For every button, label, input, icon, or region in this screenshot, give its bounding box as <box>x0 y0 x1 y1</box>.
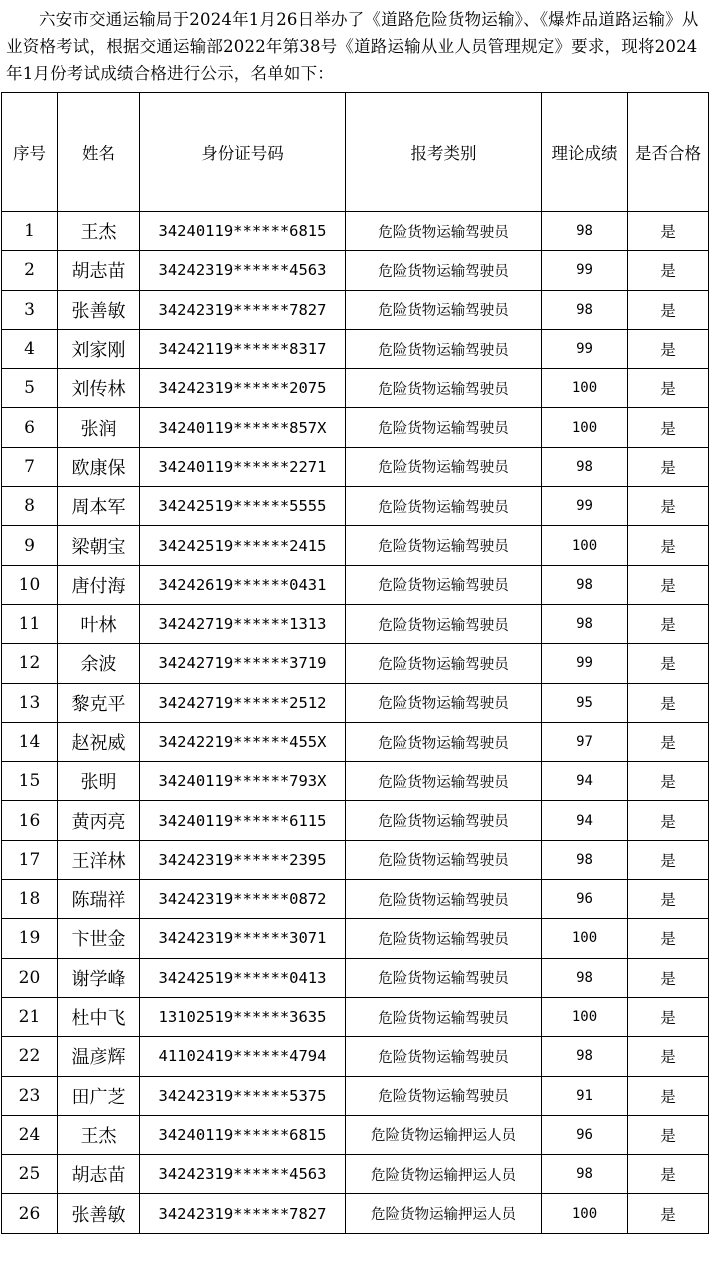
cell-name: 刘家刚 <box>58 329 140 368</box>
table-row <box>2 1037 709 1076</box>
cell-no: 8 <box>2 487 58 526</box>
cell-pass: 是 <box>628 329 709 368</box>
cell-id-number: 13102519******3635 <box>140 997 346 1036</box>
cell-category: 危险货物运输驾驶员 <box>346 919 542 958</box>
cell-no: 25 <box>2 1155 58 1194</box>
cell-name: 张明 <box>58 762 140 801</box>
cell-no: 14 <box>2 722 58 761</box>
cell-id-number: 34242719******2512 <box>140 683 346 722</box>
cell-no: 11 <box>2 604 58 643</box>
cell-no: 9 <box>2 526 58 565</box>
cell-name: 刘传林 <box>58 369 140 408</box>
cell-no: 15 <box>2 762 58 801</box>
cell-score: 100 <box>542 526 628 565</box>
cell-id-number: 34242519******0413 <box>140 958 346 997</box>
cell-pass: 是 <box>628 801 709 840</box>
cell-name: 张润 <box>58 408 140 447</box>
cell-category: 危险货物运输驾驶员 <box>346 1076 542 1115</box>
cell-no: 4 <box>2 329 58 368</box>
table-row <box>2 447 709 486</box>
cell-name: 王洋林 <box>58 840 140 879</box>
table-row <box>2 762 709 801</box>
cell-category: 危险货物运输驾驶员 <box>346 212 542 251</box>
header-pass: 是否合格 <box>628 93 709 212</box>
table-row <box>2 290 709 329</box>
table-row <box>2 604 709 643</box>
cell-name: 周本军 <box>58 487 140 526</box>
cell-no: 5 <box>2 369 58 408</box>
cell-category: 危险货物运输驾驶员 <box>346 644 542 683</box>
cell-category: 危险货物运输驾驶员 <box>346 997 542 1036</box>
table-row <box>2 840 709 879</box>
cell-id-number: 34242319******4563 <box>140 1155 346 1194</box>
cell-name: 欧康保 <box>58 447 140 486</box>
cell-pass: 是 <box>628 919 709 958</box>
cell-pass: 是 <box>628 762 709 801</box>
cell-pass: 是 <box>628 1076 709 1115</box>
cell-no: 17 <box>2 840 58 879</box>
cell-name: 田广芝 <box>58 1076 140 1115</box>
cell-id-number: 34242319******2395 <box>140 840 346 879</box>
cell-pass: 是 <box>628 1037 709 1076</box>
cell-name: 赵祝威 <box>58 722 140 761</box>
cell-score: 98 <box>542 447 628 486</box>
cell-no: 10 <box>2 565 58 604</box>
cell-pass: 是 <box>628 212 709 251</box>
table-row <box>2 1115 709 1154</box>
intro-paragraph: 六安市交通运输局于2024年1月26日举办了《道路危险货物运输》、《爆炸品道路运输》从业资格考试，根据交通运输部2022年第38号《道路运输从业人员管理规定》要求，现将2024年1月份考试成绩合格进行公示，名单如下： <box>6 10 699 83</box>
cell-id-number: 34240119******6815 <box>140 1115 346 1154</box>
results-table <box>1 92 709 1234</box>
cell-pass: 是 <box>628 604 709 643</box>
cell-pass: 是 <box>628 408 709 447</box>
table-row <box>2 997 709 1036</box>
header-id: 身份证号码 <box>140 93 346 212</box>
header-category: 报考类别 <box>346 93 542 212</box>
table-row <box>2 251 709 290</box>
cell-pass: 是 <box>628 1194 709 1233</box>
cell-category: 危险货物运输驾驶员 <box>346 565 542 604</box>
cell-category: 危险货物运输驾驶员 <box>346 251 542 290</box>
cell-no: 12 <box>2 644 58 683</box>
cell-no: 1 <box>2 212 58 251</box>
cell-no: 2 <box>2 251 58 290</box>
cell-no: 23 <box>2 1076 58 1115</box>
table-row <box>2 565 709 604</box>
cell-name: 黄丙亮 <box>58 801 140 840</box>
cell-category: 危险货物运输驾驶员 <box>346 1037 542 1076</box>
cell-no: 21 <box>2 997 58 1036</box>
cell-category: 危险货物运输驾驶员 <box>346 447 542 486</box>
cell-name: 陈瑞祥 <box>58 880 140 919</box>
cell-category: 危险货物运输驾驶员 <box>346 290 542 329</box>
cell-id-number: 34242719******3719 <box>140 644 346 683</box>
cell-id-number: 34242319******2075 <box>140 369 346 408</box>
cell-score: 98 <box>542 1037 628 1076</box>
table-row <box>2 526 709 565</box>
cell-id-number: 34242519******5555 <box>140 487 346 526</box>
cell-pass: 是 <box>628 565 709 604</box>
cell-id-number: 34242319******3071 <box>140 919 346 958</box>
cell-score: 98 <box>542 958 628 997</box>
header-score: 理论成绩 <box>542 93 628 212</box>
cell-id-number: 34242319******4563 <box>140 251 346 290</box>
cell-category: 危险货物运输驾驶员 <box>346 722 542 761</box>
cell-category: 危险货物运输驾驶员 <box>346 683 542 722</box>
cell-name: 杜中飞 <box>58 997 140 1036</box>
cell-id-number: 34242519******2415 <box>140 526 346 565</box>
cell-pass: 是 <box>628 526 709 565</box>
cell-category: 危险货物运输押运人员 <box>346 1155 542 1194</box>
cell-category: 危险货物运输押运人员 <box>346 1115 542 1154</box>
cell-id-number: 34242319******7827 <box>140 1194 346 1233</box>
table-row <box>2 683 709 722</box>
cell-category: 危险货物运输驾驶员 <box>346 762 542 801</box>
cell-no: 26 <box>2 1194 58 1233</box>
cell-score: 98 <box>542 840 628 879</box>
cell-score: 98 <box>542 1155 628 1194</box>
cell-score: 95 <box>542 683 628 722</box>
cell-name: 黎克平 <box>58 683 140 722</box>
cell-name: 梁朝宝 <box>58 526 140 565</box>
cell-id-number: 34240119******6815 <box>140 212 346 251</box>
cell-category: 危险货物运输驾驶员 <box>346 840 542 879</box>
table-row <box>2 1155 709 1194</box>
cell-name: 胡志苗 <box>58 1155 140 1194</box>
cell-pass: 是 <box>628 722 709 761</box>
cell-pass: 是 <box>628 880 709 919</box>
cell-category: 危险货物运输驾驶员 <box>346 487 542 526</box>
cell-no: 6 <box>2 408 58 447</box>
cell-score: 99 <box>542 487 628 526</box>
cell-id-number: 34242119******8317 <box>140 329 346 368</box>
cell-name: 温彦辉 <box>58 1037 140 1076</box>
cell-category: 危险货物运输驾驶员 <box>346 329 542 368</box>
header-no: 序号 <box>2 93 58 212</box>
cell-score: 100 <box>542 369 628 408</box>
cell-pass: 是 <box>628 958 709 997</box>
cell-category: 危险货物运输驾驶员 <box>346 604 542 643</box>
cell-score: 98 <box>542 565 628 604</box>
cell-id-number: 34242619******0431 <box>140 565 346 604</box>
header-name: 姓名 <box>58 93 140 212</box>
cell-pass: 是 <box>628 251 709 290</box>
cell-pass: 是 <box>628 1115 709 1154</box>
cell-score: 100 <box>542 997 628 1036</box>
cell-name: 唐付海 <box>58 565 140 604</box>
cell-name: 张善敏 <box>58 1194 140 1233</box>
cell-score: 98 <box>542 290 628 329</box>
table-row <box>2 408 709 447</box>
cell-score: 98 <box>542 604 628 643</box>
cell-category: 危险货物运输驾驶员 <box>346 880 542 919</box>
cell-score: 97 <box>542 722 628 761</box>
cell-name: 张善敏 <box>58 290 140 329</box>
cell-no: 16 <box>2 801 58 840</box>
cell-pass: 是 <box>628 840 709 879</box>
cell-pass: 是 <box>628 487 709 526</box>
cell-no: 18 <box>2 880 58 919</box>
cell-name: 余波 <box>58 644 140 683</box>
cell-pass: 是 <box>628 683 709 722</box>
cell-score: 96 <box>542 880 628 919</box>
cell-id-number: 34242319******7827 <box>140 290 346 329</box>
cell-score: 96 <box>542 1115 628 1154</box>
cell-category: 危险货物运输押运人员 <box>346 1194 542 1233</box>
cell-pass: 是 <box>628 369 709 408</box>
cell-pass: 是 <box>628 1155 709 1194</box>
cell-id-number: 34240119******793X <box>140 762 346 801</box>
cell-category: 危险货物运输驾驶员 <box>346 958 542 997</box>
cell-name: 叶林 <box>58 604 140 643</box>
cell-id-number: 34240119******6115 <box>140 801 346 840</box>
table-body <box>2 212 709 1234</box>
cell-no: 24 <box>2 1115 58 1154</box>
table-row <box>2 1076 709 1115</box>
cell-id-number: 34242719******1313 <box>140 604 346 643</box>
cell-id-number: 34240119******857X <box>140 408 346 447</box>
table-header-row <box>2 93 709 212</box>
cell-score: 91 <box>542 1076 628 1115</box>
cell-category: 危险货物运输驾驶员 <box>346 408 542 447</box>
cell-score: 94 <box>542 801 628 840</box>
cell-pass: 是 <box>628 644 709 683</box>
table-row <box>2 1194 709 1233</box>
cell-score: 99 <box>542 644 628 683</box>
table-row <box>2 212 709 251</box>
cell-score: 99 <box>542 329 628 368</box>
table-row <box>2 722 709 761</box>
cell-score: 100 <box>542 1194 628 1233</box>
cell-name: 王杰 <box>58 1115 140 1154</box>
cell-pass: 是 <box>628 447 709 486</box>
table-row <box>2 369 709 408</box>
cell-name: 胡志苗 <box>58 251 140 290</box>
cell-name: 谢学峰 <box>58 958 140 997</box>
cell-category: 危险货物运输驾驶员 <box>346 801 542 840</box>
cell-id-number: 34242319******0872 <box>140 880 346 919</box>
cell-no: 22 <box>2 1037 58 1076</box>
cell-id-number: 34242319******5375 <box>140 1076 346 1115</box>
cell-score: 100 <box>542 408 628 447</box>
cell-score: 98 <box>542 212 628 251</box>
cell-score: 94 <box>542 762 628 801</box>
cell-no: 13 <box>2 683 58 722</box>
cell-no: 19 <box>2 919 58 958</box>
cell-id-number: 41102419******4794 <box>140 1037 346 1076</box>
cell-no: 3 <box>2 290 58 329</box>
table-row <box>2 958 709 997</box>
cell-name: 王杰 <box>58 212 140 251</box>
table-row <box>2 329 709 368</box>
table-row <box>2 487 709 526</box>
cell-category: 危险货物运输驾驶员 <box>346 369 542 408</box>
cell-name: 卞世金 <box>58 919 140 958</box>
table-row <box>2 919 709 958</box>
table-row <box>2 644 709 683</box>
cell-score: 99 <box>542 251 628 290</box>
cell-id-number: 34240119******2271 <box>140 447 346 486</box>
table-row <box>2 880 709 919</box>
cell-no: 20 <box>2 958 58 997</box>
cell-category: 危险货物运输驾驶员 <box>346 526 542 565</box>
cell-pass: 是 <box>628 290 709 329</box>
table-row <box>2 801 709 840</box>
cell-score: 100 <box>542 919 628 958</box>
cell-id-number: 34242219******455X <box>140 722 346 761</box>
cell-pass: 是 <box>628 997 709 1036</box>
cell-no: 7 <box>2 447 58 486</box>
